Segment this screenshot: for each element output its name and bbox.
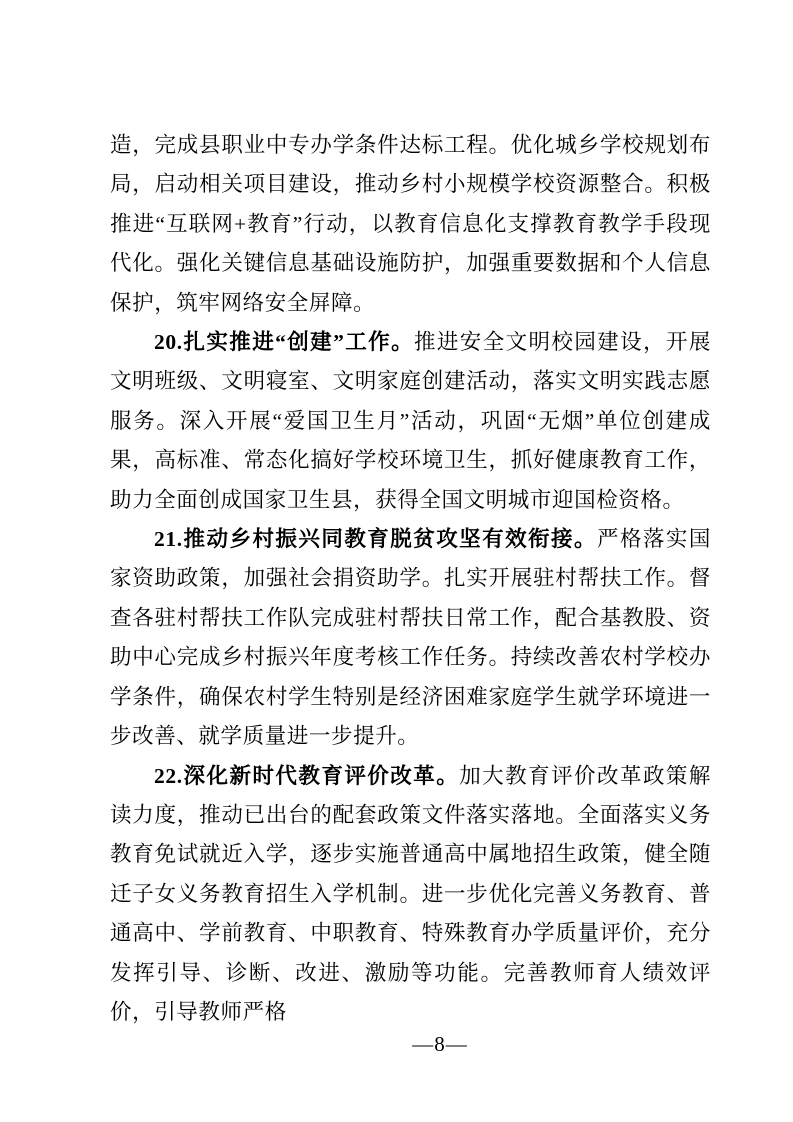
page-number: —8— [412,1032,468,1056]
paragraph-lead: 20.扎实推进“创建”工作。 [154,330,414,355]
paragraph-continuation [110,126,711,323]
paragraph-item-21 [110,520,711,756]
paragraph-item-22 [110,757,711,1033]
paragraph-text: 严格落实国家资助政策，加强社会捐资助学。扎实开展驻村帮扶工作。督查各驻村帮扶工作队完成驻村帮扶日常工作，配合基教股、资助中心完成乡村振兴年度考核工作任务。持续改善农村学校办学条件，确保农村学生特别是经济困难家庭学生就学环境进一步改善、就学质量进一步提升。 [110,527,711,749]
paragraph-item-20 [110,323,711,520]
paragraph-text: 推进安全文明校园建设，开展文明班级、文明寝室、文明家庭创建活动，落实文明实践志愿服务。深入开展“爱国卫生月”活动，巩固“无烟”单位创建成果，高标准、常态化搞好学校环境卫生，抓好健康教育工作，助力全面创成国家卫生县，获得全国文明城市迎国检资格。 [110,330,711,512]
paragraph-lead: 22.深化新时代教育评价改革。 [154,763,460,788]
document-body [110,126,711,1032]
paragraph-text: 加大教育评价改革政策解读力度，推动已出台的配套政策文件落实落地。全面落实义务教育免试就近入学，逐步实施普通高中属地招生政策，健全随迁子女义务教育招生入学机制。进一步优化完善义务教育、普通高中、学前教育、中职教育、特殊教育办学质量评价，充分发挥引导、诊断、改进、激励等功能。完善教师育人绩效评价，引导教师严格 [110,763,711,1024]
paragraph-lead: 21.推动乡村振兴同教育脱贫攻坚有效衔接。 [154,527,597,552]
paragraph-text: 造，完成县职业中专办学条件达标工程。优化城乡学校规划布局，启动相关项目建设，推动乡村小规模学校资源整合。积极推进“互联网+教育”行动，以教育信息化支撑教育教学手段现代化。强化关键信息基础设施防护，加强重要数据和个人信息保护，筑牢网络安全屏障。 [110,133,711,315]
